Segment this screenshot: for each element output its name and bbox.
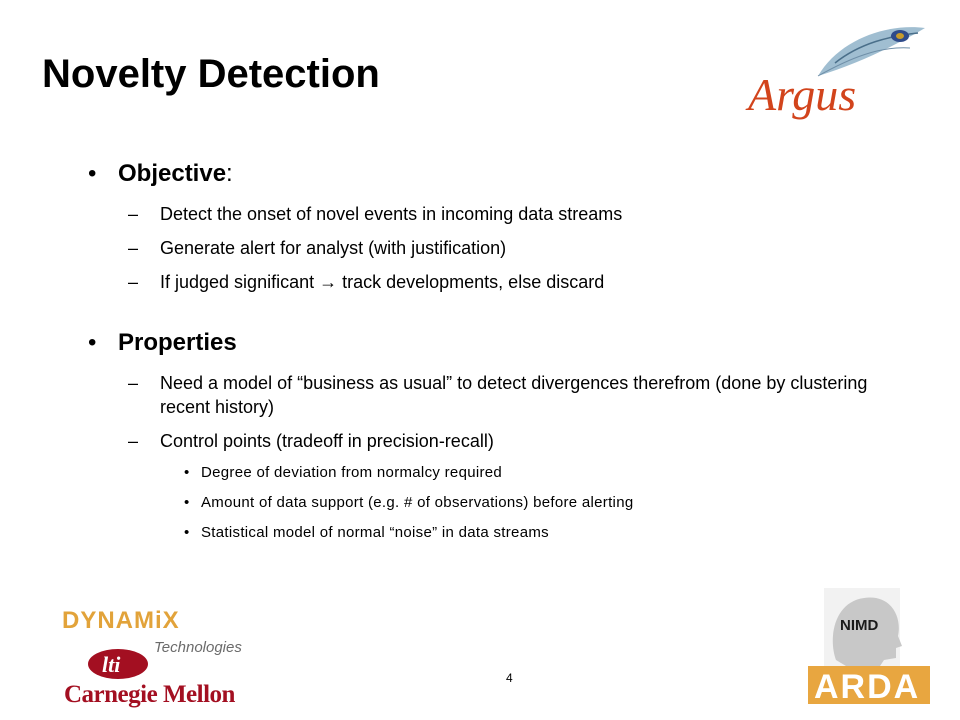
argus-logo (740, 18, 930, 128)
sponsor-logos-right (806, 588, 932, 706)
objective-item: – Generate alert for analyst (with justification) (128, 238, 507, 258)
subitem-text: Amount of data support (e.g. # of observations) before alerting (201, 494, 634, 511)
properties-subitem: • Degree of deviation from normalcy required (184, 464, 503, 481)
properties-heading: Properties (118, 329, 237, 356)
objective-bullet (88, 158, 908, 190)
arda-logo: ARDA (814, 668, 921, 706)
subitem-text: Statistical model of normal “noise” in data streams (201, 524, 549, 541)
bullet-marker: • (88, 329, 97, 356)
bullet-marker: • (88, 160, 97, 187)
properties-item: – Control points (tradeoff in precision-recall) (128, 431, 494, 451)
dynamix-logo: DYNAMiX (62, 607, 180, 634)
objective-heading: Objective (118, 160, 227, 187)
objective-item-text: Generate alert for analyst (with justification) (160, 238, 507, 258)
properties-item-text: Control points (tradeoff in precision-recall) (160, 431, 494, 451)
properties-subitem: • Statistical model of normal “noise” in data streams (184, 524, 549, 541)
objective-colon: : (226, 160, 233, 187)
slide-body (88, 158, 908, 543)
lti-logo-icon (88, 649, 148, 679)
carnegie-mellon-logo: Carnegie Mellon (64, 681, 235, 708)
properties-item-text: Need a model of “business as usual” to detect divergences therefrom (done by clustering recent history) (160, 373, 868, 417)
properties-bullet (88, 327, 908, 359)
properties-item: – Need a model of “business as usual” to detect divergences therefrom (done by clustering recent history) (128, 373, 868, 417)
technologies-text: Technologies (154, 639, 242, 656)
objective-item-text: Detect the onset of novel events in incoming data streams (160, 204, 623, 224)
argus-wordmark: Argus (748, 69, 857, 120)
slide-title: Novelty Detection (42, 52, 380, 96)
sponsor-logos-left (60, 604, 260, 708)
objective-item: – Detect the onset of novel events in incoming data streams (128, 204, 623, 224)
objective-item-text: If judged significant → track developments, else discard (160, 272, 605, 292)
properties-subitem: • Amount of data support (e.g. # of observations) before alerting (184, 494, 634, 511)
svg-text:lti: lti (102, 652, 121, 677)
objective-item: – If judged significant → track developments, else discard (128, 272, 605, 292)
nimd-label: NIMD (840, 617, 879, 634)
subitem-text: Degree of deviation from normalcy required (201, 464, 503, 481)
page-number: 4 (506, 671, 513, 685)
